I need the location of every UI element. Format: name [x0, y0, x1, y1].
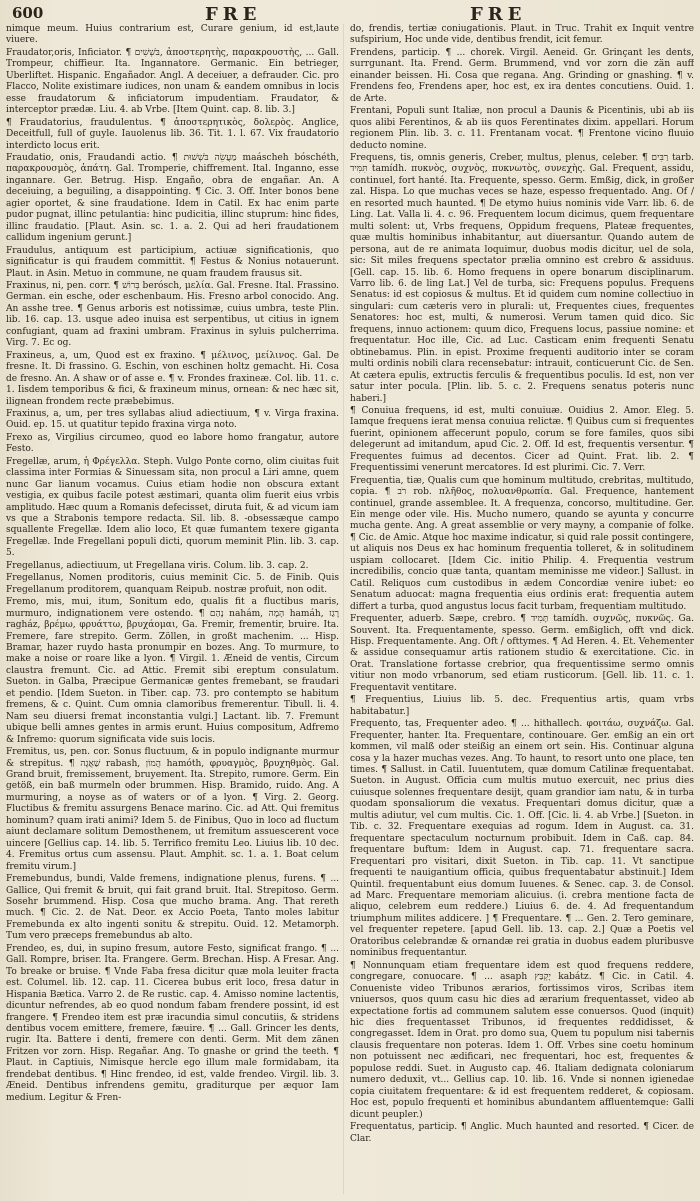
- entry-frequento: Frequento, tas, Frequenter adeo. ¶ ... hithallech. φοιτάω, συχνάζω. Gal. Frequenter, hanter. Ita. Frequentare, continouare. Ger. emßig an ein ort kommen, vil malß oder steißig an einem ort sein. His. Continuar alguna cosa y la hazer muchas vezes. Ang. To haunt, to resort unto one place, ten times. ¶ Sallust. in Catil. Iuuentutem, quæ domum Catilinæ frequentabat. Sueton. in August. Officia cum multis mutuo exercuit, nec prius dies cuiusque solennes frequentare desijt, quam grandior iam natu, & in turba quodam sponsaliorum die vexatus. Frequentari domus dicitur, quæ a multis adiutur, vel cum multis. Cic. 1. Off. [Cic. li. 4. ab Vrbe.] [Sueton. in Tib. c. 32. Frequentare exequias ad rogum. Idem in August. ca. 31. frequentare spectaculum nocturnum probibuit. Idem in Caß. cap. 84. frequentare buftum: Idem in August. cap. 71. frequentare sacra. Frequentari pro visitari, dixit Sueton. in Tib. cap. 11. Vt sanctipue frequenti te nauigantium officia, quibus frequentabatur abstinuit.] Idem Quintil. frequentabunt eius domum Iuuenes. & Senec. cap. 3. de Consol. ad Marc. Frequentare memoriam alicuius. (i. crebra mentione facta de aliquo, celebrem eum reddere.) Liuius 6. de. 4. Ad frequentandum triumphum milites addicere. ] ¶ Frequentare. ¶ ... Gen. 2. Tero geminare, vel frequenter repetere. [apud Gell. lib. 13. cap. 2.] Quæ a Poetis vel Oratoribus celebrandæ & ornandæ rei gratia in duobus eadem pluribusve nominibus frequentantur.: [350, 719, 694, 959]
- entry-frequentare-congregare: ¶ Nonnunquam etiam frequentare idem est quod frequens reddere, congregare, conuocare. ¶ ... asaph יָקְבַּץ kabátz. ¶ Cic. in Catil. 4. Conueniste video Tribunos ærarios, fortissimos viros, Scribas item vniuersos, quos quum casu hic dies ad ærarium frequentasset, video ab expectatione fortis ad communem salutem esse conuersos. Quod (inquit) hic dies frequentasset Tribunos, id frequentes reddidisset, & congregasset. Idem in Orat. pro domo sua, Quem tu populum nisi tabernis clausis frequentare non poteras. Idem 1. Off. Vrbes sine coetu hominum non potuissent nec ædificari, nec frequentari, hoc est, frequentes & populose reddi. Suet. in Augusto cap. 46. Italiam dedignata coloniarum numero deduxit, vt... Gellius cap. 10. lib. 16. Vnde si nonnen igienedae copia ciuitatem frequentare: & id est frequentem redderet, & copiosam. Hoc est, populo frequenti et hominibus abundantem affluentemque: Galli dicunt peupler.): [350, 960, 694, 1120]
- left-column: [6, 24, 339, 1196]
- entry-frequenter: Frequenter, aduerb. Sæpe, crebro. ¶ תָּמִיד tamídh. συχνῶς, πυκνῶς. Ga. Souvent. Ita. Frequentamente, spesso. Germ. emßiglich, offt vnd dick. Hisp. Frequentamente. Ang. Oft / ofttymes. ¶ Ad Heren. 4. Et. Vehementer & assidue consequamur artis rationem studio & exercitatione. Cic. in Orat. Translatione fortasse crebrior, qua frequentissime sermo omnis vitiur non modo vrbanorum, sed etiam rusticorum. [Gell. lib. 11. c. 1. Frequentavit ventitare.: [350, 614, 694, 693]
- page-number: 600: [12, 4, 44, 22]
- right-column: [350, 24, 694, 1196]
- entry-frequens: Frequens, tis, omnis generis, Creber, multus, plenus, celeber. ¶ רַבִּים tarb. תִּמִּיד tamídh. πυκνὸς, συχνὸς, πυκνωτὸς, συνεχὴς. Gal. Frequent, assidu, continuel, fort hanté. Ita. Frequente, spesso. Germ. Emßig, dick, in großer zal. Hispa. Lo que muchas veces se haze, espesso frequentado. Ang. Of / en resorted much haunted. ¶ De etymo huius nominis vide Varr. lib. 6. de Ling. Lat. Valla li. 4. c. 96. Frequentem locum dicimus, quem frequentare multi solent: ut, Vrbs frequens, Oppidum frequens, Plateæ frequentes, quæ multis hominibus inhabitantur, aut diuersantur. Quando autem de persona, aut de re animata loquimur, duobus modis dicitur, uel de sola, sic: Sit miles frequens spectator prælia omnino est crebro & assiduus. [Gell. cap. 15. lib. 6. Homo frequens in opere bonarum disciplinarum. Varro lib. 6. de ling Lat.] Vel de turba, sic: Frequens populus. Frequens Senatus: id est copiosus & multus. Et id quidem cum nomine collectiuo in singulari: cum cæteris vero in plurali: ut, Frequentes ciues, frequentes Senatores: hoc est, multi, & numerosi. Verum tamen quid dico. Sic frequens, innuo actionem: quum dico, Frequens locus, passiue nomine: et frequentatur. Hoc ille, Cic. ad Luc. Casticam enim frequenti Senatu obtinebamus. Plin. in epist. Proxime frequenti auditorio inter se coram multi ordinis nobili clara recensebatur: intrauit, conticuerunt Cic. de Sen. At cætera epulis, extructis ferculis & frequentibus poculis. Id est, non ver satur inter pocula. [Plin. lib. 5. c. 2. Frequens senatus poteris nunc haberi.]: [350, 152, 694, 404]
- entry-frequentia: Frequentia, tiæ, Qualis cum que hominum multitudo, crebritas, multitudo, copia. ¶ רֹב rob. πλῆθος, πολυανθρωπία. Gal. Frequence, hantement continuel, grande assemblee. It. A frequenza, concorso, multitudine. Ger. Ein menge oder vile. His. Mucho numero, quando se ayunta y concurre mucha gente. Ang. A great assemblie or very mayny, a companie of folke. ¶ Cic. de Amic. Atque hoc maxime indicatur, si quid rale possit contingere, ut aliquis nos Deus ex hac hominum frequentia tolleret, & in solitudinem uspiam collocaret. [Idem Cic. initio Philip. 4. Frequentia vestrum incredibilis, concio quæ tanta, quantam meminisse me videor.] Sallust. in Catil. Reliquos cum custodibus in ædem Concordiæ venire iubet: eo Senatum aduocat: magna frequentia eius ordinis erat: frequentia autem differt a turba, quod angustus locus facit turbam, frequentiam multitudo.: [350, 475, 694, 612]
- entry-frendens: Frendens, particip. ¶ ... chorek. Virgil. Aeneid. Gr. Grinçant les dents, surrgunant. Ita. Frend. Germ. Brummend, vnd vor zorn die zän auff einander beissen. Hi. Cosa que regana. Ang. Grinding or gnashing. ¶ v. Frendens feo, Frendens aper, hoc est, ex ira dentes concutiens. Ouid. 1. de Arte.: [350, 47, 694, 104]
- entry-frequentatus: Frequentatus, particip. ¶ Anglic. Much haunted and resorted. ¶ Cicer. de Clar.: [350, 1122, 694, 1144]
- entry-fregellae: Fregellæ, arum, ἡ Φρέγελλα. Steph. Vulgo Ponte corno, olim ciuitas fuit classima inter Formias & Sinuessam sita, non procul a Liri amne, quem nunc Gar lianum vocamus. Cuius etiam hodie non obscura extant vestigia, ex quibus facile potest æstimari, quanta olim fuerit eius vrbis amplitudo. Hæc quum a Romanis defecisset, diruta fuit, & ad vicum iam vs que a Strabonis tempore redacta. Sil. lib. 8. -obsessæque campo squallente Fregellæ. Idem alio loco, Et quæ fumantem texere giganta Fregellæ. Inde Fregellani populi dicti, quorum meminit Plin. lib. 3. cap. 5.: [6, 456, 339, 559]
- header-word-right: FRE: [470, 4, 527, 25]
- entry-fraxinus-adj: Fraxinus, a, um, per tres syllabas aliud adiectiuum, ¶ v. Virga fraxina. Ouid. ep. 15. ut quatitur tepido fraxina virga noto.: [6, 408, 339, 431]
- entry-frexo: Frexo as, Virgilius circumeo, quod eo labore homo frangatur, autore Festo.: [6, 432, 339, 455]
- entry-nimque-meum: nimque meum. Huius contrarium est, Curare genium, id est,laute viuere.: [6, 24, 339, 46]
- entry-fremitus: Fremitus, us, pen. cor. Sonus fluctuum, & in populo indignante murmur & strepitus. ¶ שַׁאֲגָה rabash, הֲמוֹן hamóth, φρυαγμὸς, βρυχηθμὸς. Gal. Grand bruit, fremissement, bruyement. Ita. Strepito, rumore. Germ. Ein getöß, ein baß murmeln oder brummen. Hisp. Bramido, ruido. Ang. A murmuring, a noyse as of waters or of a lyon. ¶ Virg. 2. Georg. Fluctibus & fremitu assurgens Benace marino. Cic. ad Att. Qui fremitus hominum? quam irati animi? Idem 5. de Finibus, Quo in loco ad fluctum aiunt declamare solitum Demosthenem, ut fremitum assuescerent voce uincere [Gellius cap. 14. lib. 5. Terrifico fremitu Leo. Liuius lib. 10 dec. 4. Fremitus ortus cum assensu. Plaut. Amphit. sc. 1. a. 1. Boat celum fremitu virum.]: [6, 747, 339, 872]
- entry-fraxineus: Fraxineus, a, um, Quod est ex fraxino. ¶ μέλινος, μείλινος. Gal. De fresne. It. Di frassino. G. Eschin, von eschinen holtz gemacht. Hi. Cosa de fresno. An. A shaw or of asse e. ¶ v. Frondes fraxineæ. Col. lib. 11. c. 1. Iisdem temporibus & fici, & fraxineum minus, ornean: & nec hæc sit, ilignean frondem recte præbebimus.: [6, 350, 339, 407]
- header-word-left: FRE: [205, 4, 262, 25]
- entry-fraxinus: Fraxinus, ni, pen. corr. ¶ בְּרוֹשׁ berósch, μελία. Gal. Fresne. Ital. Frassino. German. ein esche, oder eschenbaum. His. Fresno arbol conocido. Ang. An asshe tree. ¶ Genus arboris est notissimæ, cuius umbra, teste Plin. lib. 16. cap. 13. usque adeo inuisa est serpentibus, ut citius in ignem confugiant, quam ad fraxini umbram. Fraxinus in syluis pulcherrima. Virg. 7. Ec og.: [6, 280, 339, 349]
- entry-frequentius: ¶ Frequentius, Liuius lib. 5. dec. Frequentius artis, quam vrbs habitabatur.]: [350, 695, 694, 717]
- entry-fraudatio: Fraudatio, onis, Fraudandi actio. ¶ מַעֲשֵׂה בֹּשְׁשׁוּת maáscheh bóschéth, παρακρουσμὸς, ἀπάτη. Gal. Tromperie, chiffrement. Ital. Inganno, esse ingannare. Ger. Betrug. Hisp. Engaño, obra de engañar. An. A deceiuing, a beguiling, a disappointing. ¶ Cic. 3. Off. Inter bonos bene agier oportet, & sine fraudatione. Idem in Catil. Ex hac enim parte pudor pugnat, illinc petulantia: hinc pudicitia, illinc stuprum: hinc fides, illinc fraudatio. [Plaut. Asin. sc. 1. a. 2. Qui ad heri fraudationem callidum ingenium gerunt.]: [6, 152, 339, 244]
- entry-fremebundus: Fremebundus, bundi, Valde fremens, indignatione plenus, furens. ¶ ... Gallice, Qui fremit & bruit, qui fait grand bruit. Ital. Strepitoso. Germ. Sosehr brummend. Hisp. Cosa que mucho brama. Ang. That rereth much. ¶ Cic. 2. de Nat. Deor. ex Accio Poeta, Tanto moles labitur Fremebunda ex alto ingenti sonitu & strepitu. Ouid. 12. Metamorph. Tum vero præceps fremebundus ab alto.: [6, 874, 339, 942]
- entry-fregellanus-adj: Fregellanus, adiectiuum, ut Fregellana viris. Colum. lib. 3. cap. 2.: [6, 560, 309, 571]
- entry-fregellanus-name: Fregellanus, Nomen proditoris, cuius meminit Cic. 5. de Finib. Quis Fregellanum proditorem, quanquam Reipub. nostræ profuit, non odit.: [6, 573, 339, 595]
- entry-frendo: do, frendis, tertiæ coniugationis. Plaut. in Truc. Trahit ex Inquit ventre sufspirium, Hoc unde vide, dentibus frendit, icit femur.: [350, 24, 694, 46]
- column-divider: [343, 24, 344, 1194]
- entry-fraudator: Fraudator,oris, Inficiator. ¶ בֹּשְׁשִׁים, ἀποστερητὴς, παρακρουστὴς, ... Gall. Trompeur, chiffieur. Ita. Ingannatore. Germanic. Ein betrieger, Uberliftet. Hispanic. Engañador. Angl. A deceiuer, a defrauder. Cic. pro Flacco, Nolite existimare iudices, non unam & eandem omnibus in locis esse fraudatorum & inficiatorum impudentiam. Fraudator, & interceptor prædæ. Liu. 4. ab Vrbe. [Item Quint. cap. 8. lib. 3.]: [6, 47, 339, 116]
- entry-fremo: Fremo, mis, mui, itum, Sonitum edo, qualis fit a fluctibus maris, murmuro, indignationem vere ostendo. ¶ נָהַם nahám, הָמָה hamáh, רָגַז ragház, βρέμω, φρυάττω, βρυχάομαι, Ga. Fremir, frementir, bruire. Ita. Fremere, fare strepito. Germ. Zöllen, in großt machenim. ... Hisp. Bramar, hazer ruydo hasta pronumpir en bozes. Ang. To murmure, to make a noise or roare like a lyon. ¶ Virgil. 1. Æneid de ventis, Circum claustra fremunt. Cic. ad Attic. Fremit sibi ereptum consulatum. Sueton. in Galba, Præcipue Germanicæ gentes fremebant, se fraudari et pendio. [Idem Sueton. in Tiber. cap. 73. pro contempto se habitum fremens, & c. Quint. Cum omnia clamoribus fremerentur. Tibull. li. 4. Nam seu diuersi fremat inconstantia vulgi.] Lactant. lib. 7. Fremunt ubique belli amnes gentes in armis erunt. Huius compositum, Adfremo & Infremo: quorum significata vide suis locis.: [6, 597, 339, 745]
- entry-fraudatorius: ¶ Fraudatorius, fraudulentus. ¶ ἀποστερητικὸς, δολερὸς. Anglice, Deceitfull, full of guyle. Iauolenus lib. 36. Tit. 1. l. 67. Vix fraudatorio interdicto locus erit.: [6, 117, 339, 151]
- entry-conuiua-frequens: ¶ Conuiua frequens, id est, multi conuiuæ. Ouidius 2. Amor. Eleg. 5. Iamque frequens ierat mensa conuiua relictæ. ¶ Quibus cum si frequentes fuerint, opinionem affecerunt populo, corum se fore familes, quos sibi delegerunt ad imitandum, apud Cic. 2. Off. Id est, frequentis versentur. ¶ Frequentes fuimus ad decentos. Cicer ad Quint. Frat. lib. 2. ¶ Frequentissimi venerunt mercatores. Id est plurimi. Cic. 7. Verr.: [350, 405, 694, 474]
- entry-frendeo: Frendeo, es, dui, in supino fresum, autore Festo, significat frango. ¶ ... Gall. Rompre, briser. Ita. Frangere. Germ. Brechan. Hisp. A Fresar. Ang. To breake or bruise. ¶ Vnde Faba fresa dicitur quæ mola leuiter fracta est. Columel. lib. 12. cap. 11. Cicerea bubus erit loco, fresa datur in Hispania Bætica. Varro 2. de Re rustic. cap. 4. Amisso nomine lactentis, dicuntur nefrendes, ab eo quod nondum fabam frendere possint, id est frangere. ¶ Frendeo item est præ iracundia simul concutiis, & stridens dentibus vocem emittere, fremere, fæuire. ¶ ... Gall. Grincer les dents, rugir. Ita. Battere i denti, fremere con denti. Germ. Mit dem zänen Fritzen vor zorn. Hisp. Regañar. Ang. To gnashe or grind the teeth. ¶ Plaut. in Captiuis, Nimisque hercle ego illum male formidabam, ita frendebat dentibus. ¶ Hinc frendeo, id est, valde frendeo. Virgil. lib. 3. Æneid. Dentibus infrendens gemitu, graditurque per æquor Iam medium. Legitur & Fren-: [6, 943, 339, 1103]
- entry-frentani: Frentani, Populi sunt Italiæ, non procul a Daunis & Picentinis, ubi ab iis quos alibi Ferentinos, & ab iis quos Ferentinates dixim. appellari. Horum regionem Plin. lib. 3. c. 11. Frentanam vocat. ¶ Frentone vicino fluuio deducto nomine.: [350, 106, 694, 151]
- entry-fraudulus: Fraudulus, antiquum est participium, actiuæ significationis, quo significatur is qui fraudem committit. ¶ Festus & Nonius notauerunt. Plaut. in Asin. Metuo in commune, ne quam fraudem frausus sit.: [6, 245, 339, 279]
